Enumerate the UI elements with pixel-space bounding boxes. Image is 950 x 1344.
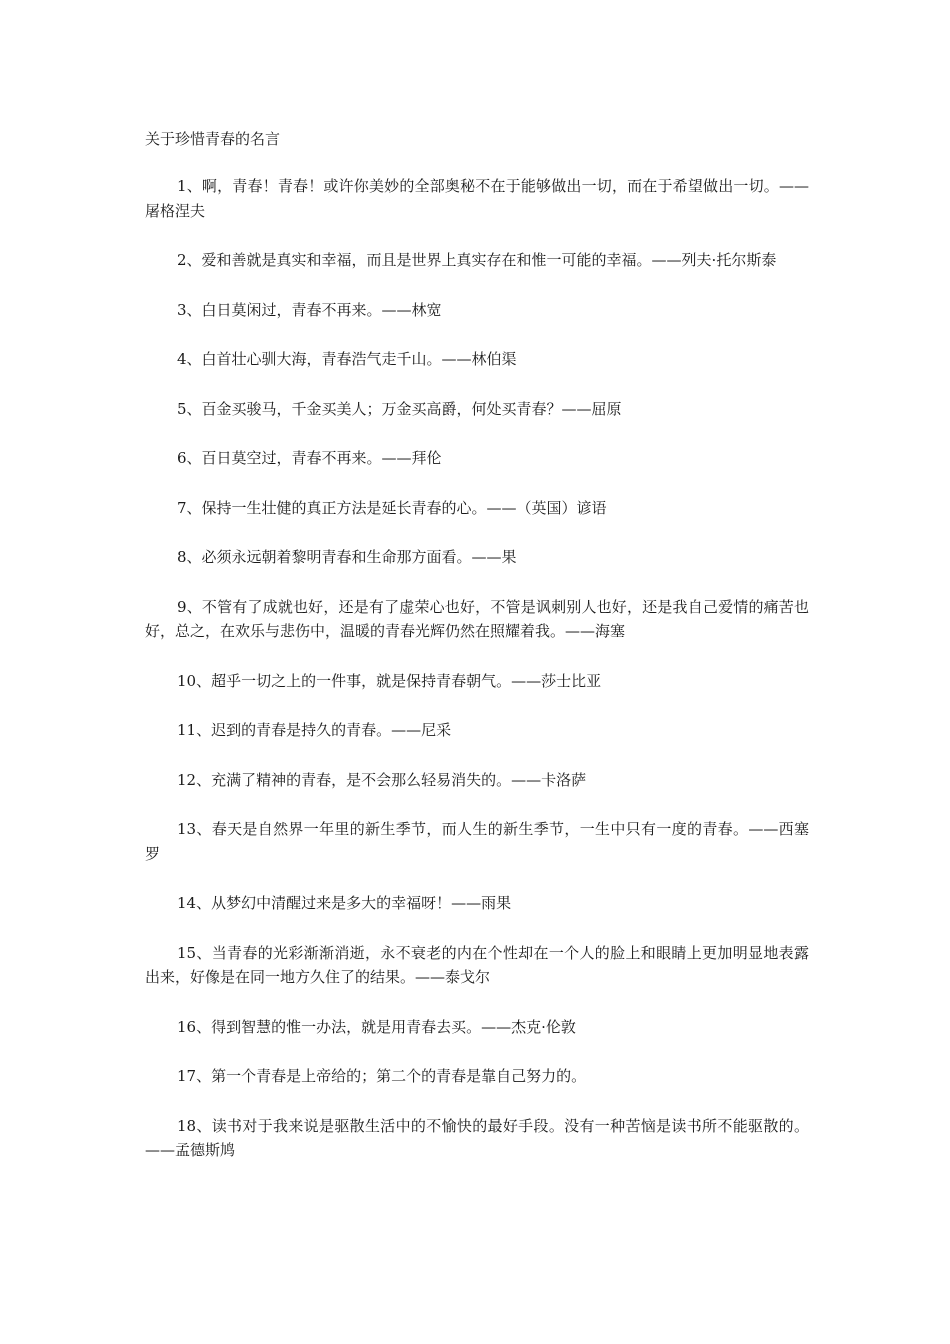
quote-item: 15、当青春的光彩渐渐消逝，永不衰老的内在个性却在一个人的脸上和眼睛上更加明显地表露出来，好像是在同一地方久住了的结果。——泰戈尔 <box>145 943 809 986</box>
quote-item: 14、从梦幻中清醒过来是多大的幸福呀！——雨果 <box>177 894 512 912</box>
document-title: 关于珍惜青春的名言 <box>145 130 281 148</box>
quote-item: 9、不管有了成就也好，还是有了虚荣心也好，不管是讽刺别人也好，还是我自己爱情的痛苦也好，总之，在欢乐与悲伤中，温暖的青春光辉仍然在照耀着我。——海塞 <box>145 597 809 640</box>
quote-item: 18、读书对于我来说是驱散生活中的不愉快的最好手段。没有一种苦恼是读书所不能驱散的。——孟德斯鸠 <box>145 1116 809 1159</box>
quote-item: 17、第一个青春是上帝给的；第二个的青春是靠自己努力的。 <box>177 1067 587 1085</box>
quote-item: 10、超乎一切之上的一件事，就是保持青春朝气。——莎士比亚 <box>177 671 602 690</box>
quote-list <box>145 174 809 1163</box>
quote-item: 6、百日莫空过，青春不再来。——拜伦 <box>177 449 442 467</box>
quote-item: 12、充满了精神的青春，是不会那么轻易消失的。——卡洛萨 <box>177 770 587 789</box>
quote-item: 2、爱和善就是真实和幸福，而且是世界上真实存在和惟一可能的幸福。——列夫·托尔斯泰 <box>177 251 777 269</box>
quote-item: 16、得到智慧的惟一办法，就是用青春去买。——杰克·伦敦 <box>177 1017 576 1036</box>
quote-item: 8、必须永远朝着黎明青春和生命那方面看。——果 <box>177 548 517 566</box>
quote-item: 13、春天是自然界一年里的新生季节，而人生的新生季节，一生中只有一度的青春。——西塞罗 <box>145 820 809 863</box>
document-page <box>145 127 809 1188</box>
quote-item: 11、迟到的青春是持久的青春。——尼采 <box>177 721 452 739</box>
quote-item: 5、百金买骏马，千金买美人；万金买高爵，何处买青春？——屈原 <box>177 399 622 418</box>
quote-item: 1、啊，青春！青春！或许你美妙的全部奥秘不在于能够做出一切，而在于希望做出一切。——屠格涅夫 <box>145 177 809 220</box>
quote-item: 4、白首壮心驯大海，青春浩气走千山。——林伯渠 <box>177 350 517 368</box>
quote-item: 3、白日莫闲过，青春不再来。——林宽 <box>177 300 442 319</box>
quote-item: 7、保持一生壮健的真正方法是延长青春的心。——（英国）谚语 <box>177 498 607 517</box>
